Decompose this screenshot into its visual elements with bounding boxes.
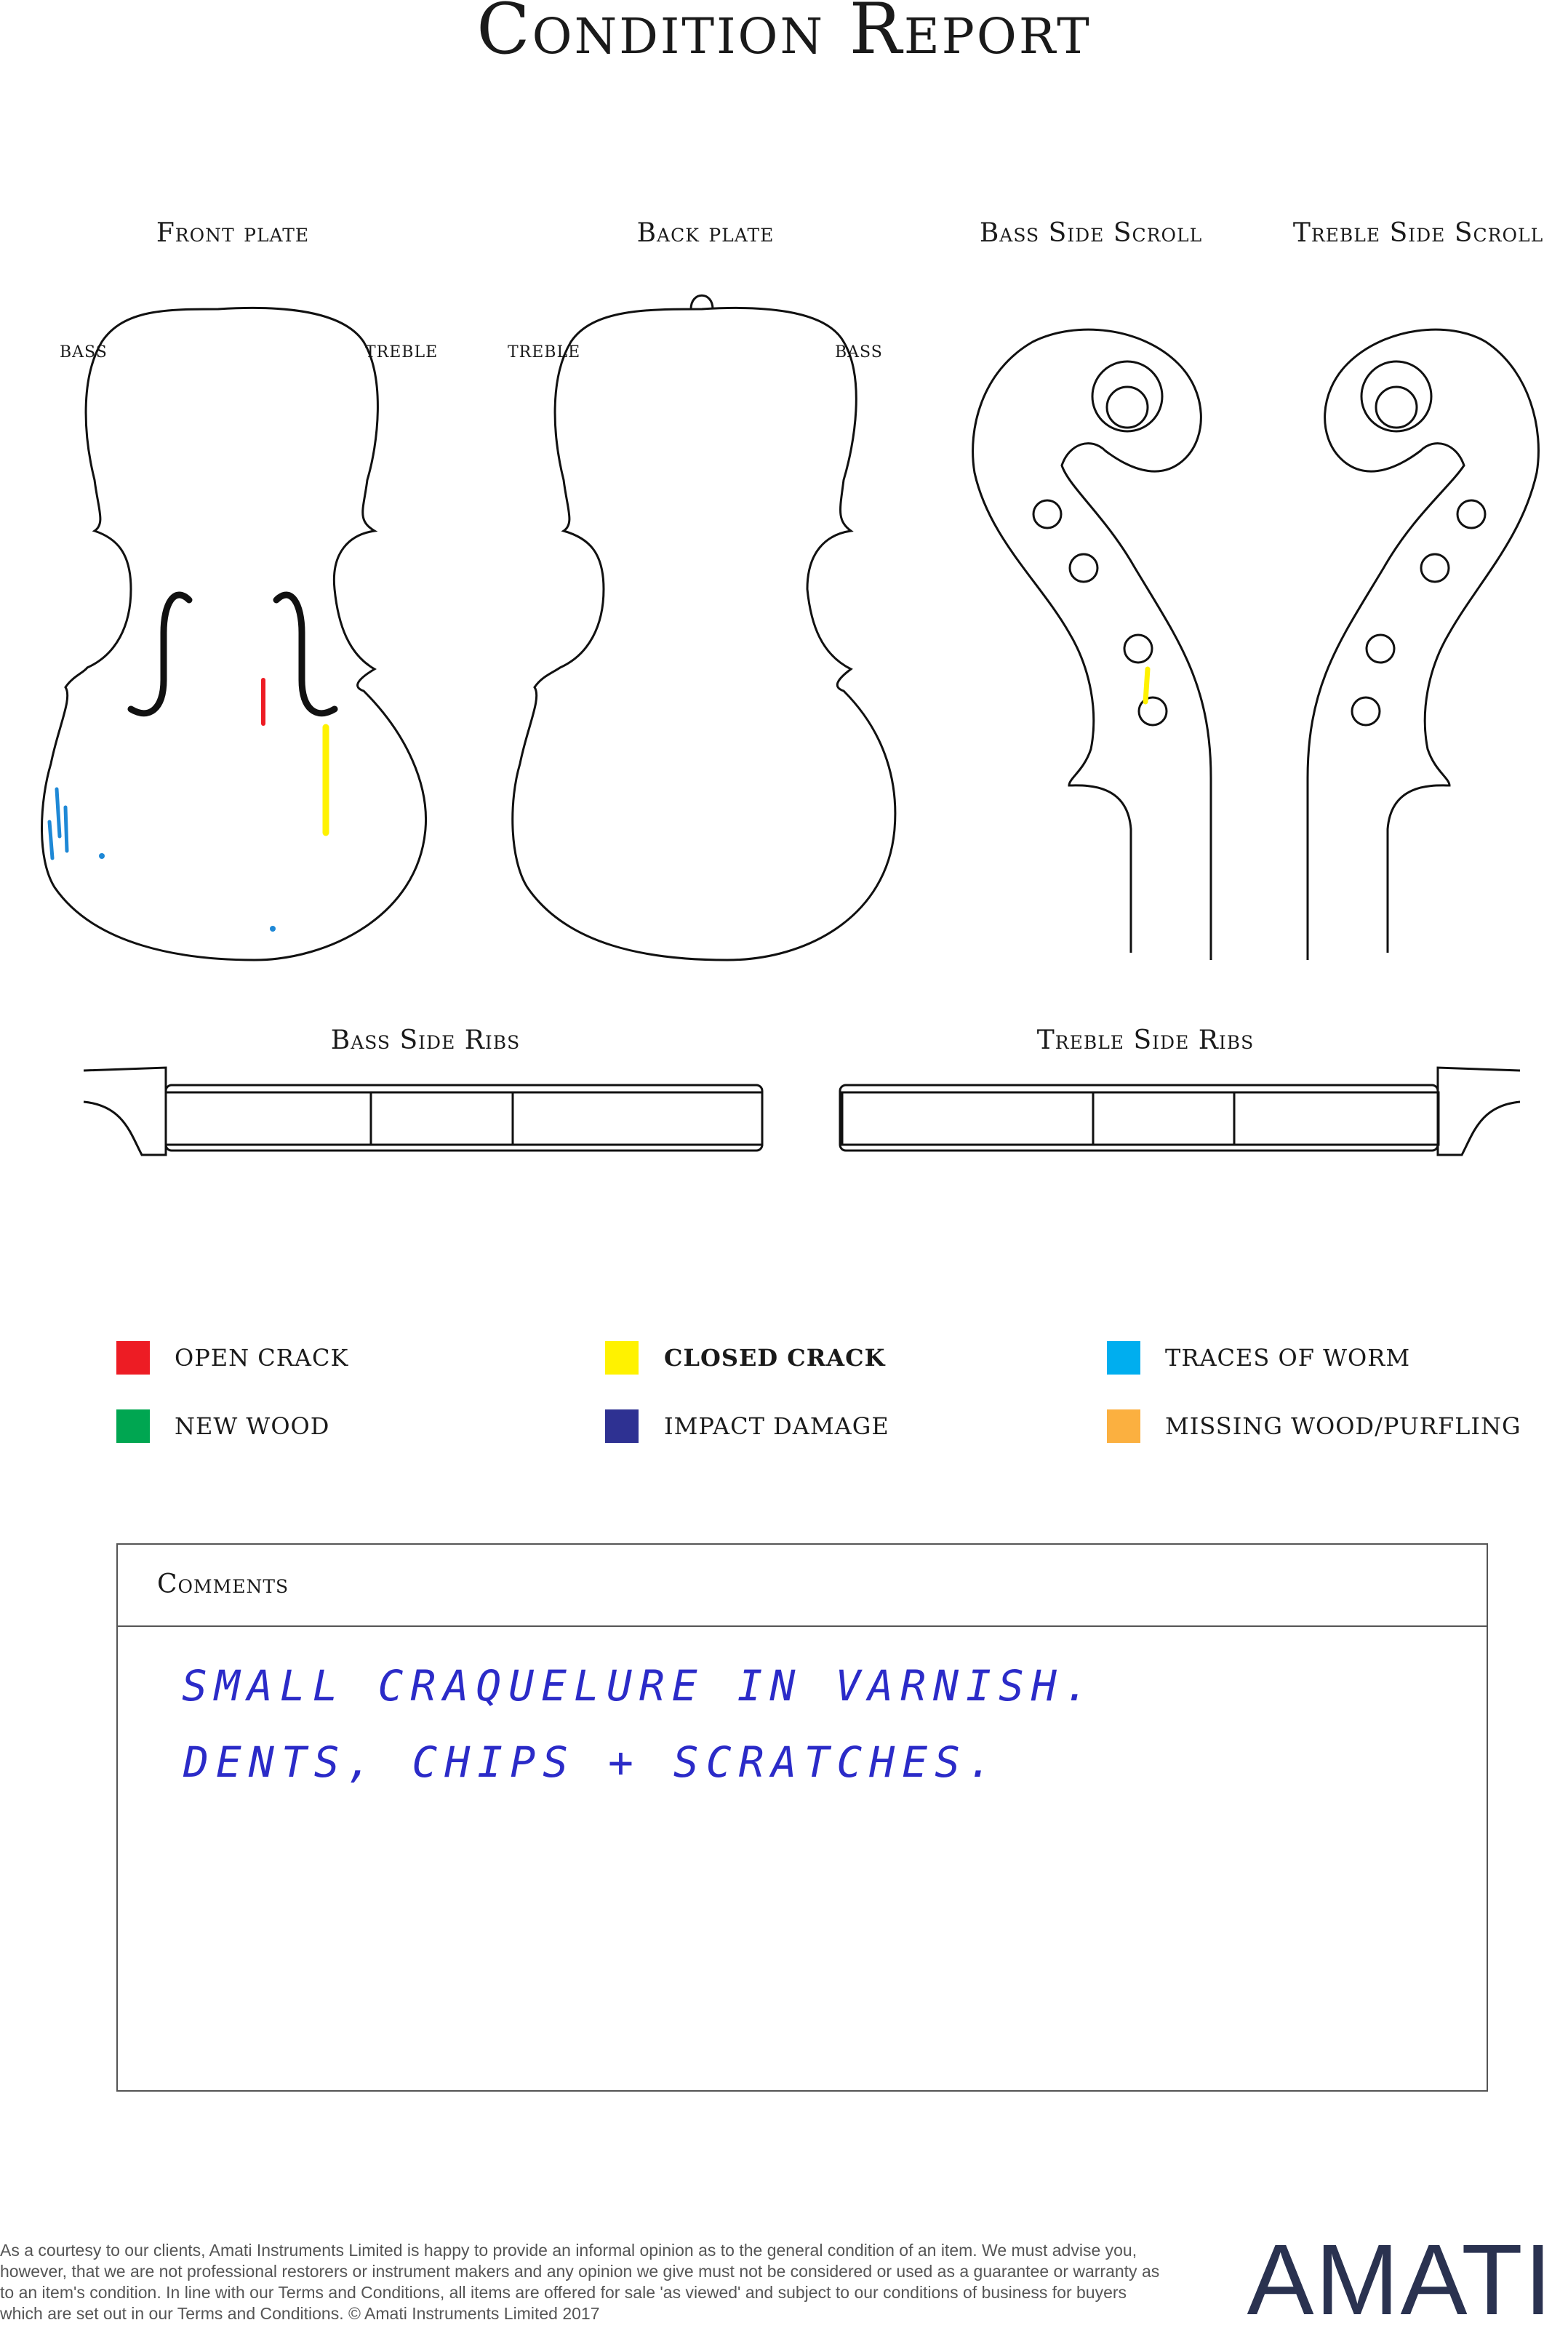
front-plate-outline [42,308,426,960]
traces-of-worm-label: TRACES OF WORM [1165,1344,1411,1372]
treble-ribs-drawing [840,1068,1520,1155]
amati-logo: AMATI [1247,2224,1553,2336]
missing-wood-swatch [1107,1409,1140,1443]
damage-markings [49,669,1148,932]
comment-line-2: DENTS, CHIPS + SCRATCHES. [183,1737,1000,1787]
page-title: Condition Report [476,0,1092,70]
closed-crack-label: CLOSED CRACK [664,1344,886,1372]
back-plate-outline [513,308,895,960]
treble-scroll-label: Treble Side Scroll [1292,218,1544,248]
missing-wood-label: MISSING WOOD/PURFLING [1165,1412,1521,1440]
open-crack-label: OPEN CRACK [175,1344,349,1372]
impact-damage-label: IMPACT DAMAGE [664,1412,889,1440]
back-plate-label: Back plate [636,218,775,248]
comments-box [116,1543,1488,2092]
comments-header [118,1545,1487,1627]
traces-of-worm-swatch [1107,1341,1140,1375]
impact-damage-swatch [605,1409,639,1443]
back-treble-label: TREBLE [508,343,581,361]
comments-title: Comments [157,1569,289,1599]
back-bass-label: BASS [835,343,883,361]
front-bass-label: BASS [60,343,108,361]
new-wood-label: NEW WOOD [175,1412,330,1440]
f-holes [131,595,335,713]
bass-scroll-outline [973,329,1211,960]
closed-crack-swatch [605,1341,639,1375]
comment-line-1: SMALL CRAQUELURE IN VARNISH. [182,1661,1097,1711]
front-plate-label: Front plate [156,218,310,248]
bass-ribs-drawing [84,1068,762,1155]
treble-scroll-outline [1308,329,1538,960]
bass-ribs-label: Bass Side Ribs [330,1025,521,1055]
disclaimer-text: As a courtesy to our clients, Amati Instruments Limited is happy to provide an informal opinion as to the general condition of an item. We must advise you, however, that we are not professional restorers or instrument makers and any opinion we give must not be considered or used as a guarantee or warranty as to an item's condition. In line with our Terms and Conditions, all items are offered for sale 'as viewed' and subject to our conditions of business for buyers which are set out in our Terms and Conditions. © Amati Instruments Limited 2017 [0,2241,1160,2323]
new-wood-swatch [116,1409,150,1443]
open-crack-swatch [116,1341,150,1375]
treble-ribs-label: Treble Side Ribs [1036,1025,1255,1055]
back-button [691,295,713,309]
bass-scroll-label: Bass Side Scroll [979,218,1203,248]
front-treble-label: TREBLE [365,343,439,361]
